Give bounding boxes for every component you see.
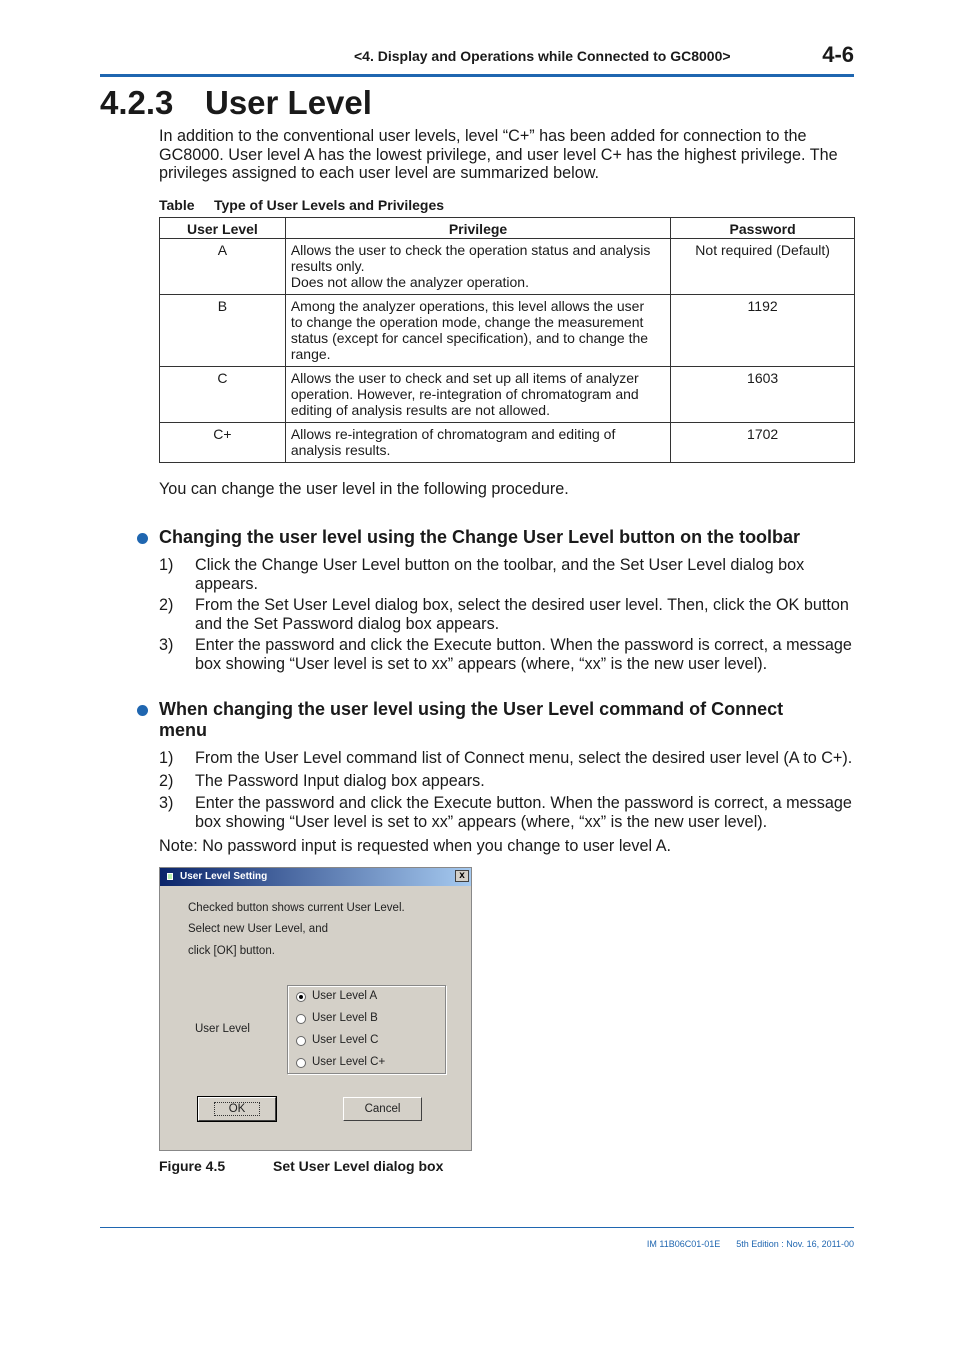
dialog-message-line: click [OK] button. [188, 945, 275, 957]
step-line: Click the Change User Level button on the toolbar, and the Set User Level dialog box [195, 556, 805, 574]
running-header-chapter: <4. Display and Operations while Connected to GC8000> [354, 48, 731, 64]
cell-password: 1192 [671, 295, 855, 367]
intro-line: In addition to the conventional user levels, level “C+” has been added for connection to the [159, 127, 807, 145]
privilege-line: operation. However, re-integration of chromatogram and [290, 386, 639, 402]
radio-user-level-c-plus[interactable] [312, 1056, 385, 1068]
dialog-message-line: Checked button shows current User Level. [188, 902, 405, 914]
user-level-setting-dialog [159, 867, 472, 1151]
cell-privilege [285, 423, 670, 463]
cell-password: 1702 [671, 423, 855, 463]
privilege-line: status (except for cancel specification), and to change the [290, 330, 649, 346]
step-line: From the Set User Level dialog box, select the desired user level. Then, click the OK button [195, 596, 849, 615]
radio-label: User Level C+ [312, 1056, 386, 1068]
radio-user-level-b[interactable] [312, 1012, 378, 1024]
user-level-table [159, 217, 855, 463]
table-row [160, 367, 855, 423]
cell-password: 1603 [671, 367, 855, 423]
section-title-text: User Level [205, 84, 372, 121]
user-level-label: User Level [195, 1023, 250, 1035]
step-number: 1) [159, 749, 174, 767]
footer-edition: 5th Edition : Nov. 16, 2011-00 [736, 1239, 854, 1249]
step-line: box showing “User level is set to xx” appears (where, “xx” is the new user level). [195, 812, 768, 831]
step-line: appears. [195, 574, 258, 593]
step-number: 2) [159, 771, 174, 790]
dialog-title-bar [160, 868, 471, 886]
figure-caption-label: Figure 4.5 [159, 1158, 226, 1174]
step-line: Enter the password and click the Execute button. When the password is correct, a message [195, 636, 852, 655]
user-level-radio-group [287, 985, 446, 1074]
bullet-dot-icon [137, 705, 148, 716]
list-item [159, 636, 859, 673]
step-number: 3) [159, 794, 174, 813]
header-user-level: User Level [160, 218, 286, 239]
privilege-line: editing of analysis results are not allowed. [290, 402, 550, 418]
step-line: The Password Input dialog box appears. [195, 771, 485, 790]
radio-unselected-icon [296, 1014, 306, 1024]
privilege-line: range. [290, 346, 331, 362]
table-caption [159, 197, 444, 213]
cell-privilege [285, 239, 670, 295]
menu-steps-list [159, 749, 859, 831]
footer [647, 1239, 854, 1249]
cell-level: A [160, 239, 286, 295]
list-item [159, 772, 859, 791]
privilege-line: Among the analyzer operations, this level allows the user [290, 298, 645, 314]
table-caption-title: Type of User Levels and Privileges [214, 197, 445, 213]
privilege-line: analysis results. [290, 442, 391, 458]
procedure-intro: You can change the user level in the following procedure. [159, 480, 569, 498]
cell-level: C [160, 367, 286, 423]
cell-privilege [285, 367, 670, 423]
figure-caption [159, 1158, 443, 1174]
section-title [100, 84, 372, 122]
step-line: Enter the password and click the Execute button. When the password is correct, a message [195, 794, 852, 813]
step-number: 1) [159, 556, 174, 574]
step-line: and the Set Password dialog box appears. [195, 614, 500, 633]
footer-rule [100, 1227, 854, 1228]
header-rule [100, 74, 854, 77]
list-item [159, 556, 859, 593]
table-header-row [160, 218, 855, 239]
toolbar-heading-text: Changing the user level using the Change User Level button on the toolbar [159, 527, 801, 547]
footer-doc-id: IM 11B06C01-01E [646, 1239, 721, 1249]
step-number: 2) [159, 596, 174, 615]
header-privilege: Privilege [285, 218, 670, 239]
table-caption-label: Table [159, 197, 195, 213]
bullet-dot-icon [137, 533, 148, 544]
radio-selected-icon [296, 992, 306, 1002]
ok-button-label: OK [214, 1102, 261, 1116]
privilege-line: Allows re-integration of chromatogram and editing of [290, 426, 616, 442]
table-row [160, 239, 855, 295]
step-number: 3) [159, 636, 174, 655]
radio-user-level-c[interactable] [312, 1034, 378, 1046]
cell-level: C+ [160, 423, 286, 463]
intro-line: privileges assigned to each user level are summarized below. [159, 164, 599, 183]
radio-unselected-icon [296, 1036, 306, 1046]
close-icon[interactable]: x [455, 870, 469, 882]
radio-label: User Level C [312, 1034, 379, 1046]
section-number: 4.2.3 [100, 84, 174, 121]
cell-password: Not required (Default) [671, 239, 855, 295]
privilege-line: to change the operation mode, change the measurement [290, 314, 644, 330]
note-text: Note: No password input is requested when you change to user level A. [159, 837, 672, 855]
menu-section-heading [137, 699, 847, 741]
cancel-button[interactable] [343, 1097, 422, 1121]
radio-label: User Level B [312, 1012, 378, 1024]
list-item [159, 749, 859, 768]
list-item [159, 794, 859, 831]
header-password: Password [671, 218, 855, 239]
privilege-line: Does not allow the analyzer operation. [290, 274, 529, 290]
menu-heading-line: When changing the user level using the User Level command of Connect [159, 699, 784, 719]
ok-button[interactable] [198, 1097, 276, 1121]
radio-unselected-icon [296, 1058, 306, 1068]
cell-level: B [160, 295, 286, 367]
table-row [160, 423, 855, 463]
cancel-button-label: Cancel [364, 1103, 401, 1115]
radio-label: User Level A [312, 990, 378, 1002]
privilege-line: Allows the user to check the operation status and analysis [290, 242, 651, 258]
intro-paragraph [159, 127, 859, 183]
window-app-icon [167, 873, 173, 880]
step-line: From the User Level command list of Connect menu, select the desired user level (A to C+). [195, 749, 853, 767]
toolbar-section-heading [137, 527, 847, 548]
cell-privilege [285, 295, 670, 367]
dialog-message-line: Select new User Level, and [188, 923, 328, 935]
list-item [159, 596, 859, 633]
menu-heading-line: menu [159, 720, 208, 740]
toolbar-steps-list [159, 556, 859, 674]
privilege-line: Allows the user to check and set up all items of analyzer [290, 370, 639, 386]
step-line: box showing “User level is set to xx” appears (where, “xx” is the new user level). [195, 654, 768, 673]
intro-line: GC8000. User level A has the lowest privilege, and user level C+ has the highest privilege. The [159, 145, 838, 164]
figure-caption-title: Set User Level dialog box [273, 1158, 444, 1174]
dialog-title: User Level Setting [180, 871, 268, 882]
page-number: 4-6 [822, 42, 854, 67]
table-row [160, 295, 855, 367]
privilege-line: results only. [290, 258, 365, 274]
radio-user-level-a[interactable] [312, 990, 377, 1002]
